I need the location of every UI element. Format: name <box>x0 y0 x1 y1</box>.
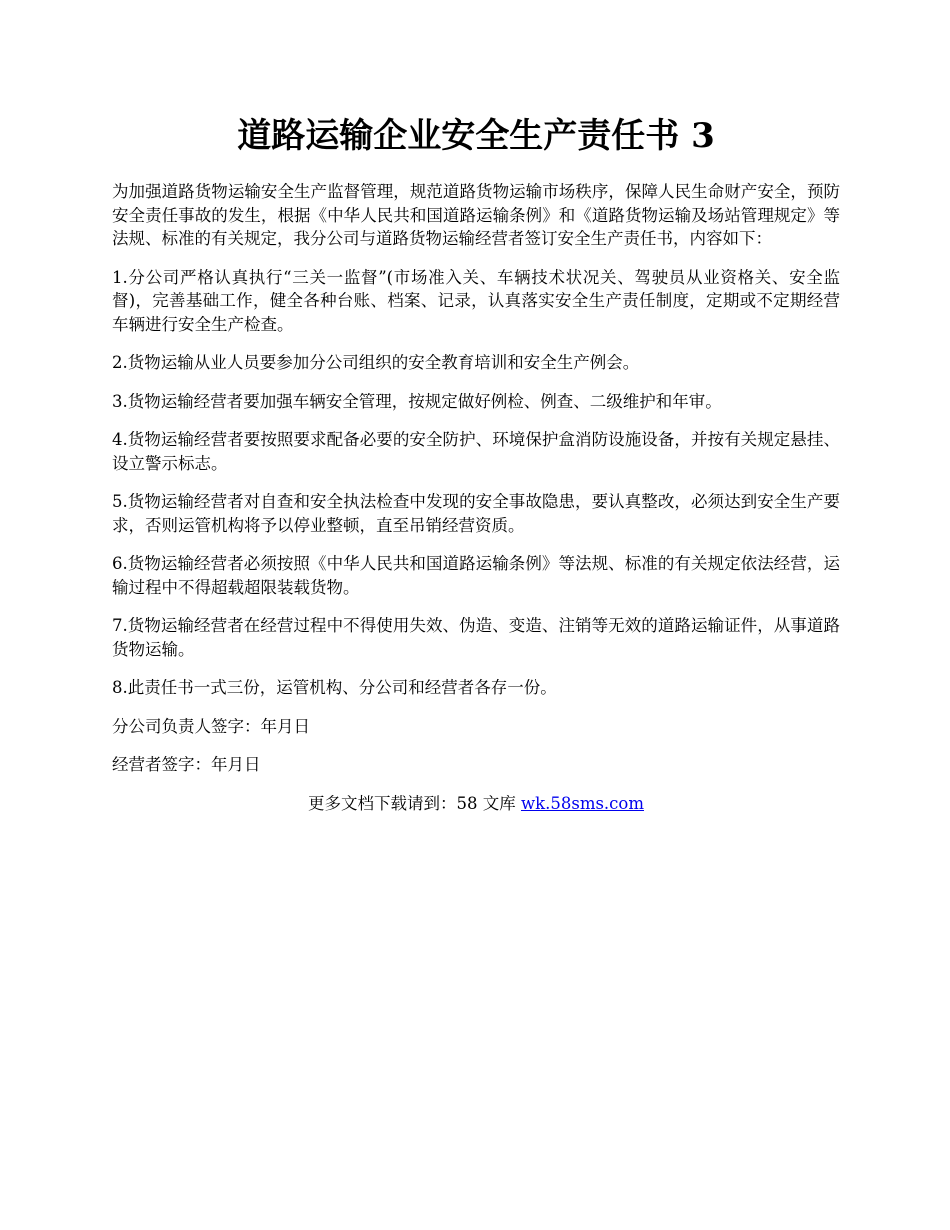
document-page <box>112 0 840 815</box>
clause-7: 7.货物运输经营者在经营过程中不得使用失效、伪造、变造、注销等无效的道路运输证件，从事道路货物运输。 <box>112 616 840 659</box>
clause-6: 6.货物运输经营者必须按照《中华人民共和国道路运输条例》等法规、标准的有关规定依法经营，运输过程中不得超载超限装载货物。 <box>112 554 840 597</box>
clause-8: 8.此责任书一式三份，运管机构、分公司和经营者各存一份。 <box>112 678 557 697</box>
intro-paragraph: 为加强道路货物运输安全生产监督管理，规范道路货物运输市场秩序，保障人民生命财产安全，预防安全责任事故的发生，根据《中华人民共和国道路运输条例》和《道路货物运输及场站管理规定》等法规、标准的有关规定，我分公司与道路货物运输经营者签订安全生产责任书，内容如下： <box>112 182 840 248</box>
clause-3: 3.货物运输经营者要加强车辆安全管理，按规定做好例检、例查、二级维护和年审。 <box>112 391 722 411</box>
download-link[interactable]: wk.58sms.com <box>520 793 644 813</box>
footer-prefix-text: 更多文档下载请到：58 文库 <box>307 793 521 813</box>
document-title: 道路运输企业安全生产责任书 3 <box>237 116 715 156</box>
clause-2: 2.货物运输从业人员要参加分公司组织的安全教育培训和安全生产例会。 <box>112 353 640 372</box>
signature-branch-line: 分公司负责人签字：年月日 <box>112 716 310 736</box>
clause-1: 1.分公司严格认真执行“三关一监督”(市场准入关、车辆技术状况关、驾驶员从业资格关、安全监督)，完善基础工作，健全各种台账、档案、记录，认真落实安全生产责任制度，定期或不定期经营车辆进行安全生产检查。 <box>112 267 840 334</box>
document-body <box>112 180 840 777</box>
download-footer <box>112 792 840 815</box>
clause-4: 4.货物运输经营者要按照要求配备必要的安全防护、环境保护盒消防设施设备，并按有关规定悬挂、设立警示标志。 <box>112 430 840 473</box>
signature-operator-line: 经营者签字：年月日 <box>112 755 261 774</box>
clause-5: 5.货物运输经营者对自查和安全执法检查中发现的安全事故隐患，要认真整改，必须达到安全生产要求，否则运管机构将予以停业整顿，直至吊销经营资质。 <box>112 492 840 535</box>
